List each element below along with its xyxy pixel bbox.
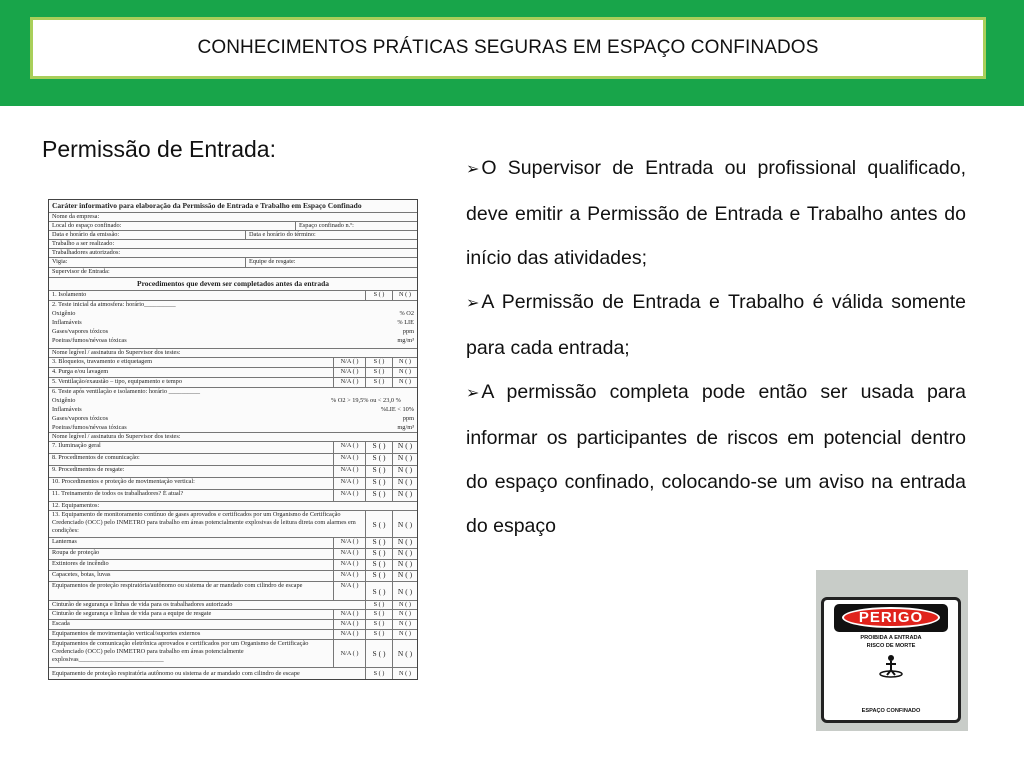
form-row-label: Capacetes, botas, luvas [52, 571, 111, 578]
no-box: N ( ) [392, 582, 417, 600]
na-box: N/A ( ) [333, 454, 365, 465]
form-subline [49, 397, 417, 405]
form-row-label: 6. Teste após ventilação e isolamento: horário __________ [52, 388, 201, 395]
form-row-label: 1. Isolamento [52, 291, 87, 298]
form-subline-label: Inflamáveis [52, 406, 82, 413]
form-row-label: 9. Procedimentos de resgate: [52, 466, 125, 473]
form-row-label: Equipamentos de comunicação eletrônica aprovados e certificados por um Organismo de Certificação Credenciado (OCC) pelo INMETRO para trabalho em áreas potencialmente explosivas___________________________ [52, 640, 309, 663]
form-unit: ppm [402, 328, 414, 335]
na-box: N/A ( ) [333, 478, 365, 489]
form-unit: % O2 [399, 310, 414, 317]
form-title: Caráter informativo para elaboração da Permissão de Entrada e Trabalho em Espaço Confinado [52, 201, 362, 210]
yes-box: S ( ) [365, 478, 392, 489]
form-unit: % LIE [397, 319, 414, 326]
confined-space-icon [877, 652, 905, 680]
form-subline-label: Poeiras/fumos/névoas tóxicas [52, 337, 127, 344]
yes-box: S ( ) [365, 378, 392, 387]
na-box: N/A ( ) [333, 466, 365, 477]
form-field: Supervisor de Entrada: [52, 268, 110, 275]
form-row-label: Nome legível / assinatura do Supervisor dos testes: [52, 349, 181, 356]
form-field: Espaço confinado n.º: [295, 222, 417, 230]
form-row-label: Escada [52, 620, 70, 627]
form-subline [49, 319, 417, 327]
procedures-heading: Procedimentos que devem ser completados antes da entrada [137, 279, 329, 288]
form-unit: ppm [402, 415, 414, 422]
na-box: N/A ( ) [333, 560, 365, 570]
permit-form-image [48, 199, 418, 680]
yes-box: S ( ) [365, 549, 392, 559]
na-box: N/A ( ) [333, 630, 365, 639]
form-row-label: Nome legível / assinatura do Supervisor dos testes: [52, 433, 181, 440]
no-box: N ( ) [392, 571, 417, 581]
form-row-label: Equipamentos de proteção respiratória/autônomo ou sistema de ar mandado com cilindro de escape [52, 582, 303, 589]
bullet-text: O Supervisor de Entrada ou profissional qualificado, deve emitir a Permissão de Entrada e Trabalho antes do início das atividades; [466, 157, 966, 269]
no-box: N ( ) [392, 610, 417, 619]
na-box: N/A ( ) [333, 571, 365, 581]
na-box: N/A ( ) [333, 620, 365, 629]
form-field: Vigia: [52, 258, 68, 265]
yes-box: S ( ) [365, 538, 392, 548]
form-field: Equipe de resgate: [245, 258, 417, 267]
form-limit: % O2 > 19,5% ou < 23,0 % [331, 397, 401, 404]
yes-box: S ( ) [365, 582, 392, 600]
form-subline-label: Gases/vapores tóxicos [52, 415, 109, 422]
no-box: N ( ) [392, 490, 417, 501]
arrow-bullet-icon: ➢ [466, 161, 480, 178]
yes-box: S ( ) [365, 442, 392, 453]
yes-box: S ( ) [365, 630, 392, 639]
no-box: N ( ) [392, 368, 417, 377]
form-row-label: Extintores de incêndio [52, 560, 109, 567]
form-row-label: Equipamentos de movimentação vertical/suportes externos [52, 630, 201, 637]
bullet-text: A Permissão de Entrada e Trabalho é válida somente para cada entrada; [466, 291, 966, 359]
slide-title: CONHECIMENTOS PRÁTICAS SEGURAS EM ESPAÇO CONFINADOS [197, 37, 819, 58]
arrow-bullet-icon: ➢ [466, 385, 480, 402]
yes-box: S ( ) [365, 560, 392, 570]
sign-line-2: RISCO DE MORTE [866, 643, 916, 649]
danger-label: PERIGO [858, 609, 924, 626]
no-box: N ( ) [392, 454, 417, 465]
section-subtitle: Permissão de Entrada: [42, 136, 276, 162]
no-box: N ( ) [392, 630, 417, 639]
form-row-label: 3. Bloqueios, travamento e etiquetagem [52, 358, 153, 365]
header-band [0, 0, 1024, 106]
no-box: N ( ) [392, 668, 417, 680]
na-box: N/A ( ) [333, 549, 365, 559]
no-box: N ( ) [392, 601, 417, 609]
form-subline-label: Gases/vapores tóxicos [52, 328, 109, 335]
na-box: N/A ( ) [333, 358, 365, 367]
na-box: N/A ( ) [333, 538, 365, 548]
yes-box: S ( ) [365, 511, 392, 537]
form-row-label: 11. Treinamento de todos os trabalhadores? É atual? [52, 490, 184, 497]
na-box: N/A ( ) [333, 368, 365, 377]
yes-box: S ( ) [365, 610, 392, 619]
form-unit: mg/m³ [397, 424, 414, 431]
form-row-label: 4. Purga e/ou lavagem [52, 368, 109, 375]
bullet-item [466, 146, 966, 280]
no-box: N ( ) [392, 466, 417, 477]
form-row-label: Cinturão de segurança e linhas de vida para os trabalhadores autorizado [52, 601, 233, 608]
bullet-text: A permissão completa pode então ser usada para informar os participantes de riscos em potencial dentro do espaço confinado, colocando-se um aviso na entrada do espaço [466, 381, 966, 537]
yes-box: S ( ) [365, 668, 392, 680]
form-field: Nome da empresa: [52, 213, 100, 220]
na-box: N/A ( ) [333, 378, 365, 387]
bullet-item [466, 280, 966, 370]
no-box: N ( ) [392, 442, 417, 453]
yes-box: S ( ) [365, 358, 392, 367]
form-row-label: 13. Equipamento de monitoramento contínuo de gases aprovados e certificados por um Organismo de Certificação Credenciado (OCC) pelo INMETRO para trabalho em áreas potencialmente explosivas de leitura direta com alarmes em condições: [52, 511, 356, 534]
form-subline [49, 310, 417, 318]
form-field: Trabalho a ser realizado: [52, 240, 115, 247]
no-box: N ( ) [392, 478, 417, 489]
form-row-label: Lanternas [52, 538, 77, 545]
form-field: Trabalhadores autorizados: [52, 249, 121, 256]
no-box: N ( ) [392, 549, 417, 559]
form-row-label: 8. Procedimentos de comunicação: [52, 454, 140, 461]
yes-box: S ( ) [365, 454, 392, 465]
form-field: Data e horário da emissão: [52, 231, 120, 238]
form-field: Data e horário do término: [245, 231, 417, 239]
form-row-label: 5. Ventilação/exaustão – tipo, equipamento e tempo [52, 378, 182, 385]
form-row-label: Cinturão de segurança e linhas de vida para a equipe de resgate [52, 610, 212, 617]
form-row-label: 2. Teste inicial da atmosfera: horário__________ [52, 301, 176, 308]
arrow-bullet-icon: ➢ [466, 295, 480, 312]
bullet-item [466, 370, 966, 548]
sign-line-1: PROIBIDA A ENTRADA [860, 635, 922, 641]
no-box: N ( ) [392, 560, 417, 570]
form-subline-label: Oxigênio [52, 310, 76, 317]
na-box: N/A ( ) [333, 640, 365, 667]
no-box: N ( ) [392, 538, 417, 548]
sign-line-3: ESPAÇO CONFINADO [861, 708, 921, 714]
bullet-list [466, 146, 966, 548]
sign-card [821, 597, 961, 723]
form-subline [49, 328, 417, 336]
yes-box: S ( ) [365, 291, 392, 300]
form-subline-label: Inflamáveis [52, 319, 82, 326]
title-box [30, 17, 986, 79]
form-subline-label: Poeiras/fumos/névoas tóxicas [52, 424, 127, 431]
yes-box: S ( ) [365, 571, 392, 581]
form-row-label: Roupa de proteção [52, 549, 100, 556]
yes-box: S ( ) [365, 640, 392, 667]
form-limit: %LIE < 10% [380, 406, 414, 413]
yes-box: S ( ) [365, 620, 392, 629]
danger-header [834, 604, 948, 632]
form-subline [49, 415, 417, 423]
form-field: Local do espaço confinado: [52, 222, 122, 229]
form-row-label: 7. Iluminação geral [52, 442, 101, 449]
na-box: N/A ( ) [333, 610, 365, 619]
na-box: N/A ( ) [333, 582, 365, 600]
yes-box: S ( ) [365, 368, 392, 377]
form-subline-label: Oxigênio [52, 397, 76, 404]
yes-box: S ( ) [365, 601, 392, 609]
no-box: N ( ) [392, 378, 417, 387]
form-subline [49, 337, 417, 345]
form-subline [49, 424, 417, 432]
na-box: N/A ( ) [333, 442, 365, 453]
yes-box: S ( ) [365, 466, 392, 477]
form-row-label: 10. Procedimentos e proteção de movimentação vertical: [52, 478, 195, 485]
no-box: N ( ) [392, 291, 417, 300]
no-box: N ( ) [392, 511, 417, 537]
form-unit: mg/m³ [397, 337, 414, 344]
na-box: N/A ( ) [333, 490, 365, 501]
danger-sign-image [816, 570, 968, 731]
form-row-label: Equipamento de proteção respiratória autônomo ou sistema de ar mandado com cilindro de escape [52, 670, 300, 677]
danger-oval [842, 607, 940, 628]
form-row-label: 12. Equipamentos: [52, 502, 100, 509]
form-subline [49, 406, 417, 414]
no-box: N ( ) [392, 358, 417, 367]
no-box: N ( ) [392, 640, 417, 667]
yes-box: S ( ) [365, 490, 392, 501]
no-box: N ( ) [392, 620, 417, 629]
